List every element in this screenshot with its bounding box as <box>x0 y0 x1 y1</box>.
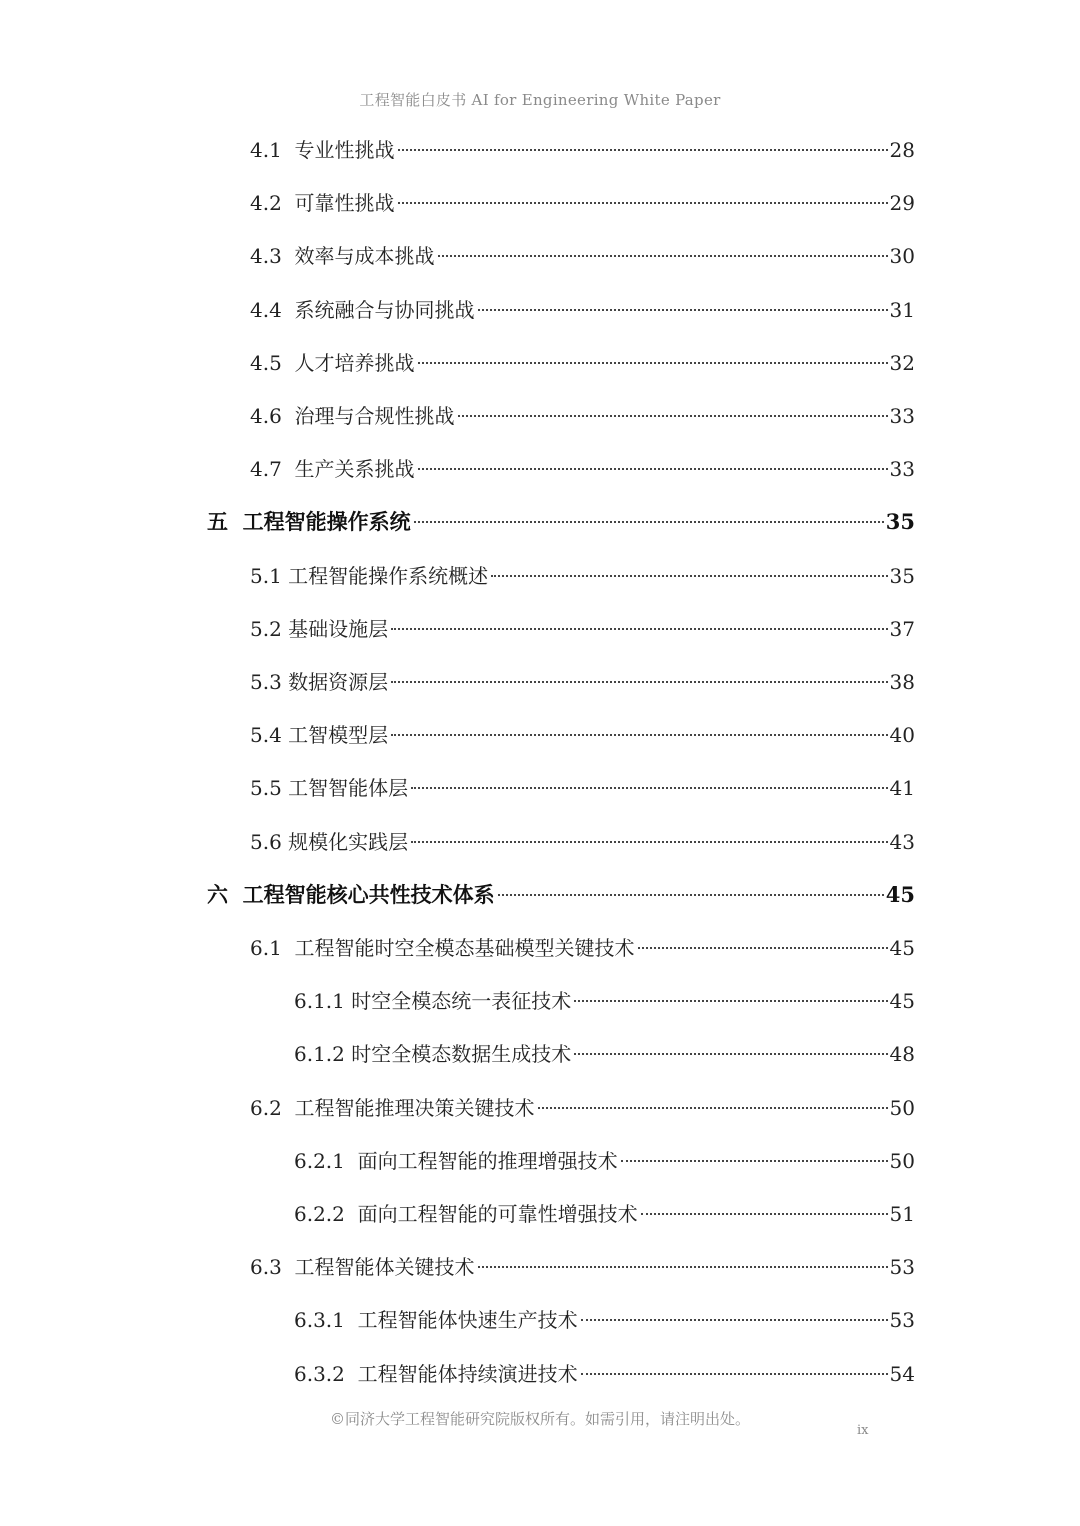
toc-entry-number: 4.6 <box>250 404 295 428</box>
toc-entry[interactable] <box>250 401 915 431</box>
toc-entry-title: 面向工程智能的推理增强技术 <box>357 1149 618 1173</box>
toc-entry-number: 5.3 <box>250 670 289 694</box>
toc-entry-number: 6.2 <box>250 1096 295 1120</box>
toc-dot-leader <box>391 628 887 630</box>
toc-entry-title: 工程智能核心共性技术体系 <box>242 882 495 907</box>
toc-entry[interactable] <box>250 614 915 644</box>
toc-entry-title: 规模化实践层 <box>288 830 409 854</box>
toc-entry-number: 六 <box>207 882 243 907</box>
toc-entry[interactable] <box>294 1146 915 1176</box>
toc-dot-leader <box>491 575 887 577</box>
toc-entry[interactable] <box>250 1093 915 1123</box>
toc-entry-page: 35 <box>889 564 915 588</box>
toc-entry[interactable] <box>250 720 915 750</box>
toc-entry-title: 工程智能体快速生产技术 <box>357 1308 578 1332</box>
toc-entry[interactable] <box>294 1039 915 1069</box>
toc-entry-number: 6.1 <box>250 936 295 960</box>
toc-entry-number: 6.3 <box>250 1255 295 1279</box>
toc-dot-leader <box>498 894 884 896</box>
toc-dot-leader <box>391 734 887 736</box>
toc-entry-page: 54 <box>889 1362 915 1386</box>
toc-entry[interactable] <box>294 1199 915 1229</box>
toc-entry-title: 生产关系挑战 <box>294 457 415 481</box>
toc-entry-number: 4.7 <box>250 457 295 481</box>
toc-entry-title: 时空全模态统一表征技术 <box>351 989 572 1013</box>
toc-entry-title: 工程智能时空全模态基础模型关键技术 <box>294 936 635 960</box>
page-number: ix <box>857 1423 869 1438</box>
toc-entry[interactable] <box>250 1252 915 1282</box>
toc-entry-number: 4.1 <box>250 138 295 162</box>
toc-entry-title: 工智智能体层 <box>288 776 409 800</box>
toc-entry-page: 37 <box>889 617 915 641</box>
toc-entry-page: 53 <box>889 1255 915 1279</box>
toc-entry[interactable] <box>250 773 915 803</box>
toc-entry[interactable] <box>294 1359 915 1389</box>
toc-entry[interactable] <box>250 827 915 857</box>
toc-entry-number: 4.4 <box>250 298 295 322</box>
toc-entry[interactable] <box>207 880 915 910</box>
toc-entry-number: 五 <box>207 509 243 534</box>
toc-entry-title: 工程智能推理决策关键技术 <box>294 1096 535 1120</box>
toc-entry-page: 38 <box>889 670 915 694</box>
toc-entry-page: 35 <box>885 509 915 534</box>
toc-entry-number: 4.5 <box>250 351 295 375</box>
toc-entry[interactable] <box>250 188 915 218</box>
toc-entry[interactable] <box>250 348 915 378</box>
toc-entry-number: 5.6 <box>250 830 289 854</box>
toc-dot-leader <box>581 1373 888 1375</box>
toc-entry-number: 6.1.2 <box>294 1042 352 1066</box>
toc-entry-number: 4.2 <box>250 191 295 215</box>
toc-entry[interactable] <box>250 241 915 271</box>
toc-entry-page: 33 <box>889 457 915 481</box>
toc-entry-page: 41 <box>889 776 915 800</box>
toc-entry-title: 治理与合规性挑战 <box>294 404 455 428</box>
toc-dot-leader <box>581 1319 888 1321</box>
toc-dot-leader <box>574 1000 887 1002</box>
toc-dot-leader <box>418 468 888 470</box>
toc-entry-title: 工程智能操作系统 <box>242 509 411 534</box>
toc-dot-leader <box>411 841 887 843</box>
toc-dot-leader <box>438 255 888 257</box>
toc-entry-title: 面向工程智能的可靠性增强技术 <box>357 1202 638 1226</box>
toc-entry-title: 工程智能体持续演进技术 <box>357 1362 578 1386</box>
toc-entry-page: 53 <box>889 1308 915 1332</box>
toc-dot-leader <box>621 1160 888 1162</box>
toc-entry-page: 45 <box>885 882 915 907</box>
toc-entry-number: 6.3.1 <box>294 1308 358 1332</box>
toc-entry-title: 系统融合与协同挑战 <box>294 298 475 322</box>
toc-entry-number: 6.2.1 <box>294 1149 358 1173</box>
toc-entry-page: 50 <box>889 1096 915 1120</box>
toc-entry-page: 40 <box>889 723 915 747</box>
toc-dot-leader <box>398 149 888 151</box>
toc-entry-title: 数据资源层 <box>288 670 389 694</box>
toc-entry[interactable] <box>294 986 915 1016</box>
toc-entry[interactable] <box>250 454 915 484</box>
toc-entry-page: 30 <box>889 244 915 268</box>
toc-entry[interactable] <box>207 507 915 537</box>
toc-entry-number: 5.2 <box>250 617 289 641</box>
toc-entry[interactable] <box>250 295 915 325</box>
toc-entry-number: 5.5 <box>250 776 289 800</box>
toc-entry-page: 45 <box>889 989 915 1013</box>
toc-entry-page: 50 <box>889 1149 915 1173</box>
toc-entry-number: 6.3.2 <box>294 1362 358 1386</box>
toc-entry-page: 28 <box>889 138 915 162</box>
toc-entry-number: 5.4 <box>250 723 289 747</box>
toc-dot-leader <box>414 521 884 523</box>
toc-entry-title: 基础设施层 <box>288 617 389 641</box>
toc-entry-page: 45 <box>889 936 915 960</box>
toc-entry-title: 可靠性挑战 <box>294 191 395 215</box>
toc-entry-number: 5.1 <box>250 564 289 588</box>
toc-entry-title: 时空全模态数据生成技术 <box>351 1042 572 1066</box>
toc-entry-number: 6.1.1 <box>294 989 352 1013</box>
toc-entry-number: 4.3 <box>250 244 295 268</box>
toc-entry-page: 33 <box>889 404 915 428</box>
copyright-footer: ©同济大学工程智能研究院版权所有。如需引用，请注明出处。 <box>329 1410 750 1428</box>
toc-entry-page: 48 <box>889 1042 915 1066</box>
toc-entry-page: 29 <box>889 191 915 215</box>
toc-entry-page: 43 <box>889 830 915 854</box>
toc-dot-leader <box>538 1107 888 1109</box>
toc-entry[interactable] <box>250 933 915 963</box>
toc-dot-leader <box>574 1053 887 1055</box>
toc-dot-leader <box>638 947 888 949</box>
toc-entry-title: 工程智能体关键技术 <box>294 1255 475 1279</box>
toc-entry[interactable] <box>250 135 915 165</box>
toc-entry-title: 工智模型层 <box>288 723 389 747</box>
toc-entry-title: 人才培养挑战 <box>294 351 415 375</box>
toc-entry-page: 31 <box>889 298 915 322</box>
page-header: 工程智能白皮书 AI for Engineering White Paper <box>359 91 721 109</box>
toc-dot-leader <box>478 309 888 311</box>
toc-dot-leader <box>418 362 888 364</box>
toc-entry-title: 工程智能操作系统概述 <box>288 564 489 588</box>
toc-entry[interactable] <box>250 667 915 697</box>
toc-dot-leader <box>458 415 888 417</box>
toc-entry-title: 专业性挑战 <box>294 138 395 162</box>
toc-entry[interactable] <box>250 561 915 591</box>
toc-dot-leader <box>391 681 887 683</box>
toc-entry-number: 6.2.2 <box>294 1202 358 1226</box>
toc-entry[interactable] <box>294 1305 915 1335</box>
toc-entry-title: 效率与成本挑战 <box>294 244 435 268</box>
toc-dot-leader <box>641 1213 888 1215</box>
toc-entry-page: 51 <box>889 1202 915 1226</box>
toc-dot-leader <box>411 787 887 789</box>
toc-entry-page: 32 <box>889 351 915 375</box>
toc-dot-leader <box>478 1266 888 1268</box>
toc-dot-leader <box>398 202 888 204</box>
